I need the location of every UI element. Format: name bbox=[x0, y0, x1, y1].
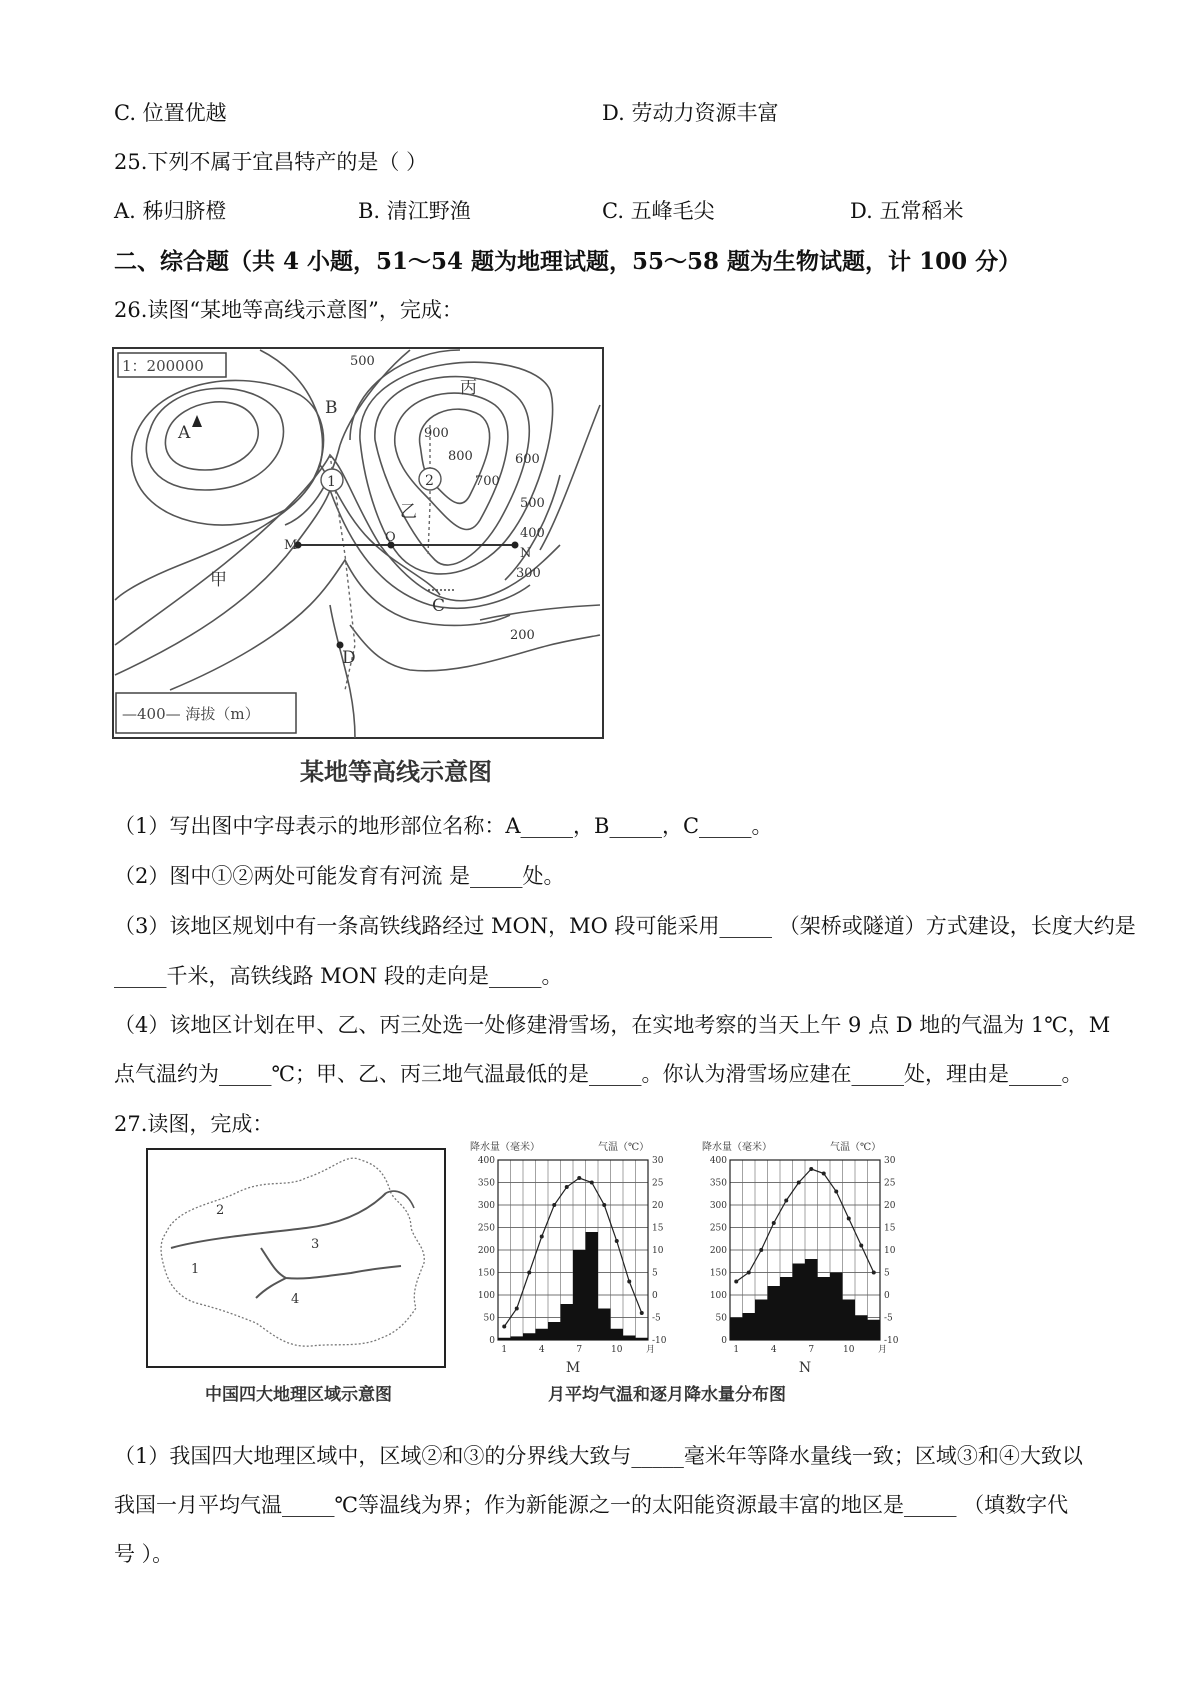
q25-option-a: A. 秭归脐橙 bbox=[114, 199, 227, 223]
precip-bar bbox=[598, 1309, 611, 1341]
precip-tick: 350 bbox=[709, 1178, 727, 1189]
temp-axis-label: 气温（℃） bbox=[598, 1142, 650, 1153]
elev-900: 900 bbox=[424, 426, 449, 441]
temp-point bbox=[590, 1181, 594, 1185]
precip-bar bbox=[743, 1313, 756, 1340]
map-region-3: 3 bbox=[311, 1237, 320, 1252]
q26-sub-4a: （4）该地区计划在甲、乙、丙三处选一处修建滑雪场，在实地考察的当天上午 9 点 D 地的气温为 1℃，M bbox=[114, 1013, 1111, 1037]
q25-option-d: D. 五常稻米 bbox=[850, 199, 964, 223]
temp-point bbox=[540, 1235, 544, 1239]
temp-point bbox=[640, 1311, 644, 1315]
month-tick: 1 bbox=[733, 1345, 740, 1355]
month-tick: 月 bbox=[645, 1345, 656, 1355]
temp-tick: -10 bbox=[652, 1336, 667, 1346]
month-tick: 10 bbox=[611, 1345, 623, 1355]
precip-tick: 200 bbox=[477, 1246, 495, 1256]
label-d: D bbox=[342, 648, 356, 668]
temp-tick: -10 bbox=[884, 1336, 899, 1346]
label-circle-2: 2 bbox=[425, 473, 434, 489]
temp-point bbox=[734, 1280, 738, 1284]
precip-bar bbox=[818, 1277, 831, 1340]
label-yi: 乙 bbox=[400, 502, 417, 522]
precip-bar bbox=[586, 1232, 599, 1340]
elev-400: 400 bbox=[520, 526, 545, 541]
temp-tick: 0 bbox=[652, 1291, 658, 1301]
temp-point bbox=[747, 1271, 751, 1275]
question-25-stem: 25.下列不属于宜昌特产的是（ ） bbox=[114, 150, 428, 174]
elev-800: 800 bbox=[448, 449, 473, 464]
precip-bar bbox=[843, 1300, 856, 1341]
precip-bar bbox=[793, 1264, 806, 1341]
climate-chart-caption: 月平均气温和逐月降水量分布图 bbox=[548, 1385, 786, 1405]
precip-bar bbox=[855, 1315, 868, 1340]
temp-tick: 25 bbox=[652, 1178, 664, 1189]
precip-bar bbox=[636, 1338, 649, 1340]
precip-tick: 100 bbox=[709, 1291, 727, 1301]
q27-sub-1c: 号 ）。 bbox=[114, 1542, 174, 1566]
precip-tick: 0 bbox=[489, 1336, 495, 1346]
precip-bar bbox=[768, 1286, 781, 1340]
q25-option-c: C. 五峰毛尖 bbox=[602, 199, 715, 223]
temp-point bbox=[822, 1172, 826, 1176]
precip-tick: 50 bbox=[483, 1313, 495, 1324]
precip-bar bbox=[611, 1329, 624, 1340]
precip-tick: 150 bbox=[477, 1268, 495, 1279]
q26-sub-3a: （3）该地区规划中有一条高铁线路经过 MON，MO 段可能采用_____ （架桥或隧道）方式建设，长度大约是 bbox=[114, 914, 1136, 938]
option-c: C. 位置优越 bbox=[114, 101, 227, 125]
elev-300: 300 bbox=[516, 566, 541, 581]
q26-sub-2: （2）图中①②两处可能发育有河流 是_____处。 bbox=[114, 864, 565, 888]
precip-bar bbox=[511, 1336, 524, 1340]
temp-tick: 15 bbox=[884, 1223, 896, 1234]
temp-point bbox=[502, 1325, 506, 1329]
elev-600: 600 bbox=[515, 452, 540, 467]
china-regions-map bbox=[146, 1148, 446, 1368]
q26-sub-3b: _____千米，高铁线路 MON 段的走向是_____。 bbox=[114, 964, 563, 988]
temp-point bbox=[859, 1244, 863, 1248]
precip-tick: 300 bbox=[477, 1201, 495, 1211]
month-tick: 4 bbox=[538, 1345, 545, 1355]
temp-tick: -5 bbox=[884, 1313, 893, 1324]
precip-bar bbox=[573, 1250, 586, 1340]
temp-point bbox=[797, 1181, 801, 1185]
temp-tick: 20 bbox=[884, 1201, 896, 1211]
precip-bar bbox=[830, 1273, 843, 1341]
month-tick: 月 bbox=[877, 1345, 888, 1355]
precip-tick: 150 bbox=[709, 1268, 727, 1279]
month-tick: 10 bbox=[843, 1345, 855, 1355]
temp-tick: 20 bbox=[652, 1201, 664, 1211]
temp-point bbox=[834, 1190, 838, 1194]
map-region-2: 2 bbox=[216, 1203, 225, 1218]
precip-bar bbox=[623, 1336, 636, 1341]
month-tick: 7 bbox=[576, 1345, 583, 1355]
precip-bar bbox=[561, 1304, 574, 1340]
temp-axis-label: 气温（℃） bbox=[830, 1142, 882, 1153]
temp-tick: 5 bbox=[652, 1268, 658, 1279]
label-circle-1: 1 bbox=[327, 474, 336, 490]
precip-bar bbox=[780, 1277, 793, 1340]
precip-tick: 200 bbox=[709, 1246, 727, 1256]
precip-bar bbox=[523, 1333, 536, 1340]
temp-tick: 5 bbox=[884, 1268, 890, 1279]
precip-bar bbox=[868, 1320, 881, 1340]
month-tick: 7 bbox=[808, 1345, 815, 1355]
precip-tick: 300 bbox=[709, 1201, 727, 1211]
label-jia: 甲 bbox=[210, 570, 227, 590]
temp-point bbox=[527, 1271, 531, 1275]
label-m: M bbox=[284, 538, 298, 553]
map-region-1: 1 bbox=[191, 1262, 200, 1277]
contour-map bbox=[110, 345, 606, 741]
elev-700: 700 bbox=[475, 474, 500, 489]
temp-tick: 30 bbox=[652, 1156, 664, 1166]
precip-axis-label: 降水量（毫米） bbox=[470, 1142, 540, 1153]
temp-point bbox=[552, 1203, 556, 1207]
temp-point bbox=[872, 1271, 876, 1275]
month-tick: 1 bbox=[501, 1345, 508, 1355]
temp-point bbox=[759, 1248, 763, 1252]
chart-name: N bbox=[798, 1360, 812, 1376]
precip-axis-label: 降水量（毫米） bbox=[702, 1142, 772, 1153]
precip-bar bbox=[805, 1259, 818, 1340]
q25-option-b: B. 清江野渔 bbox=[358, 199, 471, 223]
precip-bar bbox=[730, 1318, 743, 1341]
precip-tick: 50 bbox=[715, 1313, 727, 1324]
china-map-caption: 中国四大地理区域示意图 bbox=[205, 1385, 392, 1405]
temp-point bbox=[577, 1176, 581, 1180]
temp-point bbox=[784, 1199, 788, 1203]
legend-label: —400— 海拔（m） bbox=[122, 705, 260, 723]
option-d: D. 劳动力资源丰富 bbox=[602, 101, 779, 125]
precip-tick: 400 bbox=[477, 1156, 495, 1166]
temp-point bbox=[565, 1185, 569, 1189]
label-b: B bbox=[325, 398, 338, 418]
temp-tick: 10 bbox=[652, 1246, 664, 1256]
q26-sub-4b: 点气温约为_____℃；甲、乙、丙三地气温最低的是_____。你认为滑雪场应建在_____处，理由是_____。 bbox=[114, 1062, 1083, 1086]
temp-tick: 30 bbox=[884, 1156, 896, 1166]
temp-point bbox=[772, 1221, 776, 1225]
q27-sub-1a: （1）我国四大地理区域中，区域②和③的分界线大致与_____毫米年等降水量线一致；区域③和④大致以 bbox=[114, 1444, 1083, 1468]
precip-tick: 350 bbox=[477, 1178, 495, 1189]
climate-chart-n bbox=[700, 1140, 912, 1376]
label-n: N bbox=[520, 546, 532, 561]
temp-tick: 25 bbox=[884, 1178, 896, 1189]
month-tick: 4 bbox=[770, 1345, 777, 1355]
temp-tick: 10 bbox=[884, 1246, 896, 1256]
section-2-title: 二、综合题（共 4 小题，51～54 题为地理试题，55～58 题为生物试题，计 100 分） bbox=[114, 248, 1022, 275]
label-o: O bbox=[385, 530, 396, 545]
map-region-4: 4 bbox=[291, 1292, 300, 1307]
temp-point bbox=[809, 1167, 813, 1171]
precip-bar bbox=[536, 1329, 549, 1340]
precip-tick: 0 bbox=[721, 1336, 727, 1346]
q26-sub-1: （1）写出图中字母表示的地形部位名称：A_____，B_____，C_____。 bbox=[114, 814, 773, 838]
precip-bar bbox=[755, 1300, 768, 1341]
temp-tick: -5 bbox=[652, 1313, 661, 1324]
q27-sub-1b: 我国一月平均气温_____℃等温线为界；作为新能源之一的太阳能资源最丰富的地区是_____ （填数字代 bbox=[114, 1493, 1069, 1517]
precip-tick: 400 bbox=[709, 1156, 727, 1166]
label-c: C bbox=[432, 596, 446, 616]
temp-point bbox=[615, 1239, 619, 1243]
question-26-stem: 26.读图“某地等高线示意图”，完成： bbox=[114, 298, 463, 322]
contour-map-caption: 某地等高线示意图 bbox=[300, 758, 492, 786]
precip-bar bbox=[498, 1338, 511, 1340]
precip-bar bbox=[548, 1322, 561, 1340]
climate-chart-m bbox=[468, 1140, 680, 1376]
precip-tick: 250 bbox=[709, 1223, 727, 1234]
temp-point bbox=[515, 1307, 519, 1311]
elev-500-right: 500 bbox=[520, 496, 545, 511]
chart-name: M bbox=[565, 1360, 581, 1376]
elev-200: 200 bbox=[510, 628, 535, 643]
elev-500-top: 500 bbox=[350, 354, 375, 369]
temp-point bbox=[602, 1203, 606, 1207]
precip-tick: 250 bbox=[477, 1223, 495, 1234]
temp-point bbox=[627, 1280, 631, 1284]
temp-tick: 15 bbox=[652, 1223, 664, 1234]
label-bing: 丙 bbox=[460, 378, 477, 398]
temp-tick: 0 bbox=[884, 1291, 890, 1301]
label-a: A bbox=[178, 423, 191, 443]
scale-label: 1：200000 bbox=[122, 357, 204, 375]
question-27-stem: 27.读图，完成： bbox=[114, 1112, 274, 1136]
temp-point bbox=[847, 1217, 851, 1221]
precip-tick: 100 bbox=[477, 1291, 495, 1301]
